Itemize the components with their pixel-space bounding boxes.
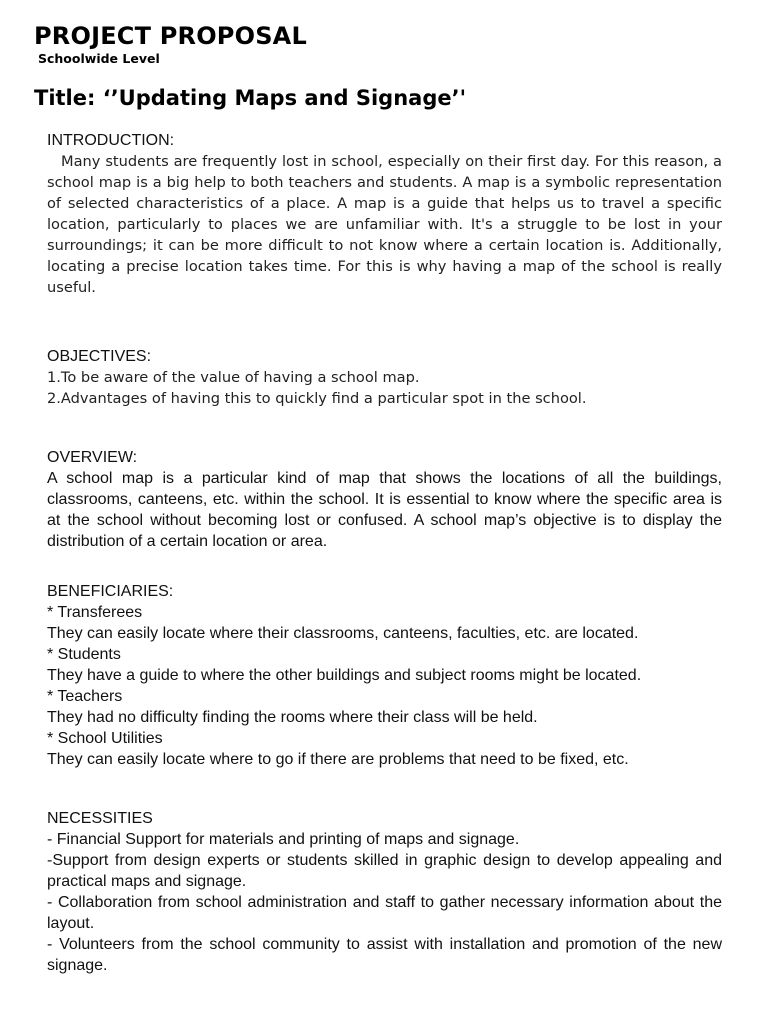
necessities-heading: NECESSITIES: [47, 810, 153, 827]
beneficiary-description: They can easily locate where their classrooms, canteens, faculties, etc. are located.: [47, 625, 639, 642]
beneficiaries-section: [47, 581, 722, 770]
necessity-item: - Collaboration from school administration and staff to gather necessary information about the layout.: [47, 894, 722, 932]
document-title: Title: ‘’Updating Maps and Signage’': [34, 86, 467, 110]
beneficiary-name: * Students: [47, 646, 121, 663]
necessity-item: - Volunteers from the school community to assist with installation and promotion of the new signage.: [47, 936, 722, 974]
necessity-item: - Financial Support for materials and printing of maps and signage.: [47, 831, 520, 848]
necessity-item: -Support from design experts or students skilled in graphic design to develop appealing and practical maps and signage.: [47, 852, 722, 890]
beneficiary-name: * Transferees: [47, 604, 143, 621]
introduction-heading: INTRODUCTION:: [47, 132, 175, 149]
proposal-level: Schoolwide Level: [38, 51, 160, 66]
introduction-text: Many students are frequently lost in school, especially on their first day. For this reason, a school map is a big help to both teachers and students. A map is a symbolic representation of selected characteristics of a place. A map is a guide that helps us to travel a specific location, particularly to places we are unfamiliar with. It's a struggle to be lost in your surroundings; it can be more difficult to not know where a certain location is. Additionally, locating a precise location takes time. For this is why having a map of the school is really useful.: [47, 153, 722, 296]
objective-item-2: 2.Advantages of having this to quickly find a particular spot in the school.: [47, 390, 587, 407]
beneficiary-description: They can easily locate where to go if there are problems that need to be fixed, etc.: [47, 751, 629, 768]
overview-section: [47, 447, 722, 552]
beneficiary-name: * Teachers: [47, 688, 123, 705]
overview-heading: OVERVIEW:: [47, 449, 138, 466]
objectives-heading: OBJECTIVES:: [47, 348, 152, 365]
overview-text: A school map is a particular kind of map that shows the locations of all the buildings, classrooms, canteens, etc. within the school. It is essential to know where the specific area is at the school without becoming lost or confused. A school map’s objective is to display the distribution of a certain location or area.: [47, 470, 722, 550]
beneficiaries-heading: BENEFICIARIES:: [47, 583, 174, 600]
beneficiary-name: * School Utilities: [47, 730, 163, 747]
necessities-section: [47, 808, 722, 976]
objective-item-1: 1.To be aware of the value of having a school map.: [47, 369, 420, 386]
beneficiary-description: They had no difficulty finding the rooms where their class will be held.: [47, 709, 538, 726]
introduction-section: [47, 130, 722, 298]
proposal-title: PROJECT PROPOSAL: [34, 22, 307, 50]
beneficiary-description: They have a guide to where the other buildings and subject rooms might be located.: [47, 667, 642, 684]
objectives-section: [47, 346, 722, 409]
